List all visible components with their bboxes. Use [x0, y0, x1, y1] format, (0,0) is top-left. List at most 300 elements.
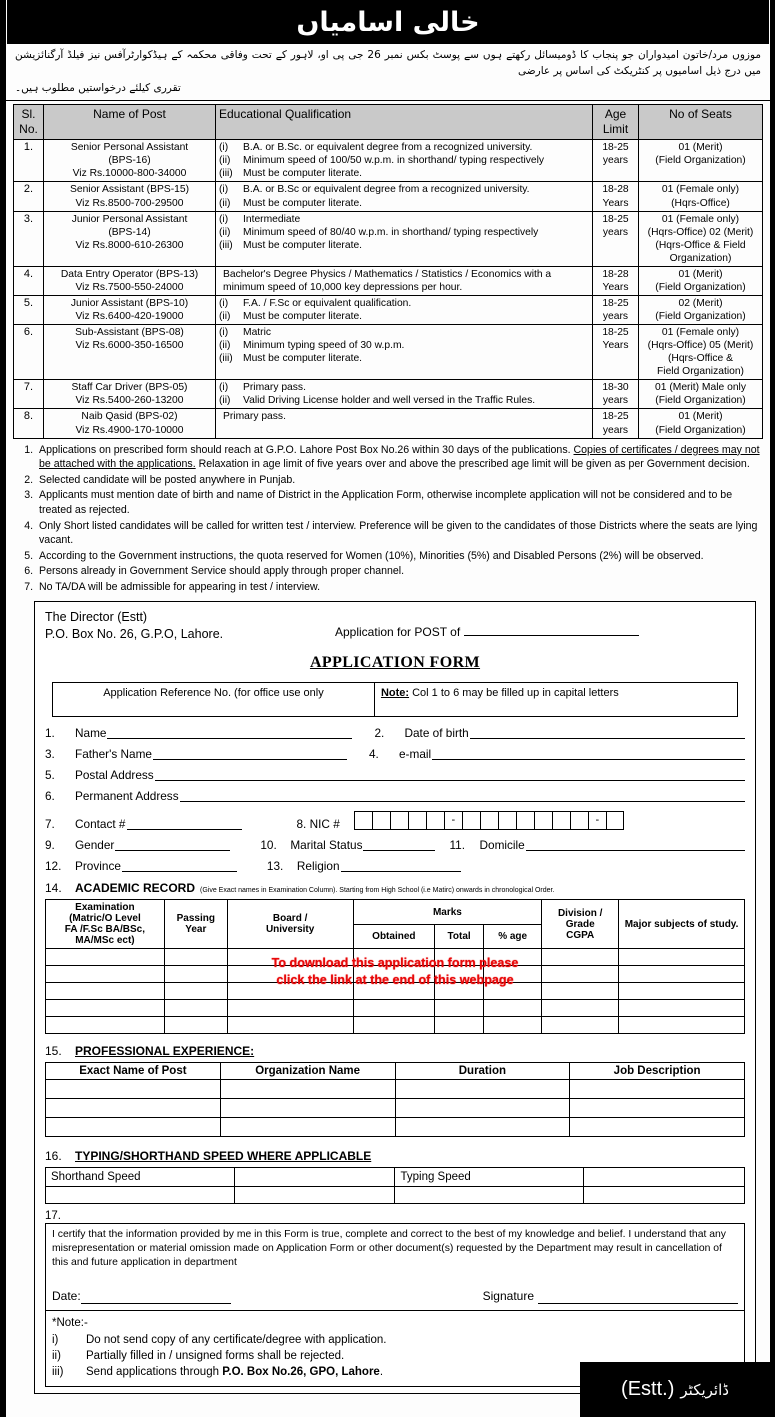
seats-line: (Field Organization) — [655, 281, 746, 293]
field-label-dob: Date of birth — [404, 725, 469, 740]
field-label-religion: Religion — [296, 858, 340, 873]
qualification-text: Bachelor's Degree Physics / Mathematics / Statistics / Economics with a — [223, 268, 552, 280]
academic-record-wrapper — [45, 899, 745, 1034]
experience-title: PROFESSIONAL EXPERIENCE: — [75, 1044, 255, 1059]
qualification-item — [219, 268, 589, 281]
speed-label-row — [46, 1168, 745, 1187]
academic-blank-cell[interactable] — [435, 1000, 484, 1017]
seats-line: 01 (Merit) — [678, 268, 723, 280]
cell-qualification — [216, 140, 593, 182]
cell-seats — [639, 409, 763, 438]
academic-blank-cell[interactable] — [542, 966, 619, 983]
date-input[interactable] — [81, 1292, 231, 1304]
marital-status-input[interactable] — [363, 839, 435, 851]
academic-blank-cell[interactable] — [164, 1017, 227, 1034]
instruction-item: 4. Only Short listed candidates will be called for written test / interview. Preference will be given to the candidates of those Districts where the seats are lying vacant. — [36, 519, 760, 548]
academic-col-board — [227, 900, 353, 949]
academic-blank-cell[interactable] — [435, 1017, 484, 1034]
cell-seats — [639, 295, 763, 324]
cell-qualification — [216, 409, 593, 438]
serial-line-2: No. — [19, 122, 38, 137]
qualification-text: Primary pass. — [243, 382, 306, 394]
academic-blank-cell[interactable] — [227, 966, 353, 983]
academic-blank-cell[interactable] — [46, 983, 165, 1000]
instruction-item: 3. Applicants must mention date of birth and name of District in the Application Form, otherwise incomplete application will not be considered and to be treated as rejected. — [36, 488, 760, 517]
academic-blank-cell[interactable] — [484, 966, 542, 983]
speed-blank-cell[interactable] — [46, 1187, 235, 1204]
signature-input[interactable] — [538, 1292, 738, 1304]
download-note-line-2: click the link at the end of this webpage — [276, 973, 514, 988]
column-header-qualification: Educational Qualification — [216, 104, 593, 139]
seats-line: (Field Organization) — [655, 395, 746, 407]
field-row-name-dob — [45, 727, 745, 739]
academic-blank-cell[interactable] — [619, 1017, 745, 1034]
cell-seats — [639, 211, 763, 266]
date-signature-row — [52, 1288, 738, 1304]
cell-qualification — [216, 295, 593, 324]
qualification-marker: (i) — [219, 213, 229, 225]
qualification-item — [219, 326, 589, 339]
intro-line-1: موزوں مرد/خاتون امیدواران جو پنجاب کا ڈومیسائل رکھتے ہوں سے پوسٹ بکس نمبر 26 جی پی او، لاہور کے تحت وفاقی محکمہ کے ہیڈکوارٹرآفس نیز فیلڈ آرگنائزیشن میں درج ذیل اسامیوں پر کنٹریکٹ کی اساس پر عارضی — [15, 49, 762, 78]
instruction-item: 2. Selected candidate will be posted anywhere in Punjab. — [36, 473, 760, 488]
academic-blank-cell[interactable] — [353, 949, 435, 966]
qualification-item — [219, 154, 589, 167]
age-line-2: Limit — [602, 122, 629, 137]
post-applied-for-input[interactable] — [464, 624, 639, 636]
post-name-line: Staff Car Driver (BPS-05) — [71, 382, 188, 394]
qualification-marker: (ii) — [219, 155, 231, 167]
fathers-name-input[interactable] — [153, 748, 347, 760]
qualification-text: F.A. / F.Sc or equivalent qualification. — [243, 297, 412, 309]
nic-digit-cell[interactable] — [552, 811, 570, 830]
academic-blank-cell[interactable] — [227, 949, 353, 966]
column-header-age — [593, 104, 639, 139]
note-label: Note: — [380, 687, 410, 700]
experience-blank-cell[interactable] — [220, 1099, 395, 1118]
application-reference-label: Application Reference No. (for office use only — [103, 687, 324, 700]
email-input[interactable] — [432, 748, 745, 760]
academic-record-heading — [45, 881, 745, 895]
field-label-postal-address: Postal Address — [75, 767, 154, 782]
field-number-2: 2. — [374, 725, 385, 740]
age-line: 18-28 — [602, 184, 629, 196]
nic-digit-cell[interactable] — [570, 811, 588, 830]
gender-input[interactable] — [115, 839, 230, 851]
academic-blank-cell[interactable] — [164, 1000, 227, 1017]
field-number-9: 9. — [45, 837, 55, 852]
contact-input[interactable] — [127, 818, 242, 830]
age-line: years — [602, 424, 629, 436]
academic-blank-cell[interactable] — [353, 966, 435, 983]
post-name-line: Viz Rs.7500-550-24000 — [75, 281, 184, 293]
field-row-contact-nic — [45, 811, 745, 830]
academic-blank-cell[interactable] — [542, 1017, 619, 1034]
nic-digit-cell[interactable] — [534, 811, 552, 830]
academic-blank-cell[interactable] — [46, 949, 165, 966]
exam-line-3: FA /F.Sc BA/BSc, — [64, 924, 146, 936]
qualification-text: Minimum typing speed of 30 w.p.m. — [243, 340, 405, 352]
speed-table — [45, 1167, 745, 1204]
nic-digit-cell[interactable] — [390, 811, 408, 830]
field-label-fathers-name: Father's Name — [75, 746, 152, 761]
instruction-item: 7. No TA/DA will be admissible for appearing in test / interview. — [36, 580, 760, 595]
age-line: 18-30 — [602, 382, 629, 394]
province-input[interactable] — [122, 860, 237, 872]
cell-qualification — [216, 380, 593, 409]
qualification-marker: (iii) — [219, 168, 233, 180]
cell-post-name — [44, 266, 216, 295]
seats-line: Field Organization) — [657, 366, 744, 378]
speed-title: TYPING/SHORTHAND SPEED WHERE APPLICABLE — [75, 1149, 372, 1164]
qualification-item — [219, 352, 589, 365]
table-row — [14, 295, 763, 324]
cell-serial: 7. — [14, 380, 44, 409]
qualification-marker: (ii) — [219, 197, 231, 209]
academic-col-division — [542, 900, 619, 949]
field-number-10: 10. — [260, 837, 277, 852]
nic-digit-cell[interactable] — [480, 811, 498, 830]
director-address-line-1: The Director (Estt) — [45, 609, 148, 624]
academic-blank-cell[interactable] — [484, 949, 542, 966]
qualification-marker: (i) — [219, 142, 229, 154]
experience-blank-cell[interactable] — [395, 1118, 570, 1137]
academic-blank-cell[interactable] — [353, 983, 435, 1000]
footer-note-text: Send applications through P.O. Box No.26, GPO, Lahore. — [86, 1366, 384, 1379]
speed-blank-cell[interactable] — [395, 1187, 584, 1204]
qualification-text: Primary pass. — [223, 411, 286, 423]
table-row — [14, 140, 763, 182]
qualification-marker: (ii) — [219, 395, 231, 407]
footer-note-text: Partially filled in / unsigned forms shall be rejected. — [86, 1349, 345, 1362]
seats-line: (Field Organization) — [655, 424, 746, 436]
academic-blank-cell[interactable] — [164, 966, 227, 983]
exam-line-4: MA/MSc ect) — [75, 935, 135, 947]
seats-line: (Field Organization) — [655, 311, 746, 323]
academic-blank-cell[interactable] — [435, 966, 484, 983]
experience-column-header: Exact Name of Post — [46, 1063, 221, 1080]
field-row-province-religion — [45, 860, 745, 872]
qualification-marker: (ii) — [219, 226, 231, 238]
experience-number: 15. — [45, 1044, 62, 1059]
field-number-13: 13. — [266, 858, 284, 873]
field-number-7: 7. — [45, 816, 55, 831]
academic-blank-cell[interactable] — [227, 983, 353, 1000]
nic-digit-cell[interactable] — [372, 811, 390, 830]
cell-serial: 6. — [14, 325, 44, 380]
field-label-marital-status: Marital Status — [290, 837, 363, 852]
speed-blank-cell[interactable] — [234, 1187, 395, 1204]
download-note-line-1: To download this application form please — [271, 956, 519, 971]
note-cell — [374, 683, 737, 717]
qualification-text: Valid Driving License holder and well versed in the Traffic Rules. — [243, 395, 536, 407]
experience-blank-cell[interactable] — [46, 1099, 221, 1118]
post-name-line: (BPS-14) — [108, 226, 151, 238]
application-reference-cell[interactable] — [53, 683, 375, 717]
academic-col-passing-year — [164, 900, 227, 949]
post-name-line: Viz Rs.5400-260-13200 — [75, 395, 184, 407]
board-line-1: Board / — [272, 913, 308, 925]
academic-blank-cell[interactable] — [164, 983, 227, 1000]
qualification-text: Minimum speed of 80/40 w.p.m. in shorthand/ typing respectively — [243, 226, 539, 238]
qualification-item — [219, 381, 589, 394]
academic-blank-cell[interactable] — [46, 966, 165, 983]
experience-blank-row — [46, 1118, 745, 1137]
field-number-3: 3. — [45, 746, 55, 761]
reference-note-row — [53, 683, 738, 717]
academic-blank-cell[interactable] — [542, 983, 619, 1000]
nic-digit-cell[interactable] — [426, 811, 444, 830]
cell-post-name — [44, 380, 216, 409]
name-input[interactable] — [107, 727, 352, 739]
typing-speed-input[interactable] — [584, 1168, 745, 1187]
age-line: Years — [602, 340, 629, 352]
instruction-item: 1. Applications on prescribed form should reach at G.P.O. Lahore Post Box No.26 within 30 days of the publications. Copies of certificates / degrees may not be attached with the applications. Relaxation in age limit of five years over and above the prescribed age limit will be given as per Government decision. — [36, 443, 760, 472]
experience-blank-cell[interactable] — [395, 1080, 570, 1099]
post-name-line: Viz Rs.4900-170-10000 — [75, 424, 184, 436]
qualification-marker: (ii) — [219, 311, 231, 323]
experience-body — [46, 1080, 745, 1137]
seats-line: (Hqrs-Office) 05 (Merit) — [647, 340, 754, 352]
qualification-item — [219, 410, 589, 423]
academic-blank-cell[interactable] — [619, 983, 745, 1000]
cell-age-limit — [593, 325, 639, 380]
experience-column-header: Duration — [395, 1063, 570, 1080]
nic-digit-cell[interactable] — [516, 811, 534, 830]
academic-blank-cell[interactable] — [542, 1000, 619, 1017]
seats-line: 01 (Merit) Male only — [655, 382, 746, 394]
field-row-father-email — [45, 748, 745, 760]
seats-line: 01 (Female only) — [661, 184, 740, 196]
post-name-line: Viz Rs.10000-800-34000 — [72, 168, 187, 180]
nic-digit-cell[interactable] — [498, 811, 516, 830]
qualification-item — [219, 339, 589, 352]
qualification-text: minimum speed of 10,000 key depressions per hour. — [223, 281, 463, 293]
academic-blank-row — [46, 966, 745, 983]
experience-column-header: Organization Name — [220, 1063, 395, 1080]
post-applied-for-label: Application for POST of — [335, 624, 461, 639]
table-row — [14, 211, 763, 266]
experience-blank-cell[interactable] — [46, 1118, 221, 1137]
academic-blank-cell[interactable] — [227, 1000, 353, 1017]
academic-blank-cell[interactable] — [46, 1017, 165, 1034]
age-line: years — [602, 226, 629, 238]
cell-age-limit — [593, 380, 639, 409]
intro-line-2: تقرری کیلئے درخواستیں مطلوب ہیں۔ — [15, 81, 181, 94]
qualification-text: Must be computer literate. — [243, 168, 363, 180]
seats-line: (Hqrs-Office) — [671, 197, 730, 209]
age-line: 18-25 — [602, 297, 629, 309]
cell-post-name — [44, 140, 216, 182]
application-form-heading: APPLICATION FORM — [309, 654, 481, 672]
field-label-permanent-address: Permanent Address — [75, 788, 179, 803]
vacancies-table-body — [14, 140, 763, 438]
field-row-postal-address — [45, 769, 745, 781]
academic-blank-cell[interactable] — [484, 1017, 542, 1034]
academic-blank-cell[interactable] — [227, 1017, 353, 1034]
qualification-item — [219, 167, 589, 180]
qualification-item — [219, 297, 589, 310]
certification-number: 17. — [45, 1210, 61, 1223]
cell-post-name — [44, 325, 216, 380]
post-name-line: (BPS-16) — [108, 155, 151, 167]
experience-column-header: Job Description — [570, 1063, 745, 1080]
experience-blank-cell[interactable] — [570, 1118, 745, 1137]
age-line: years — [602, 311, 629, 323]
table-row — [14, 325, 763, 380]
qualification-item — [219, 239, 589, 252]
cell-serial: 3. — [14, 211, 44, 266]
qualification-text: Minimum speed of 100/50 w.p.m. in shorthand/ typing respectively — [243, 155, 545, 167]
post-name-line: Viz Rs.8000-610-26300 — [75, 239, 184, 251]
post-name-line: Junior Personal Assistant — [71, 213, 188, 225]
field-label-name: Name — [75, 725, 107, 740]
cell-seats — [639, 182, 763, 211]
post-name-line: Senior Personal Assistant — [70, 142, 189, 154]
seats-line: (Hqrs-Office & — [667, 353, 734, 365]
seats-line: (Hqrs-Office) 02 (Merit) — [647, 226, 754, 238]
table-row — [14, 266, 763, 295]
application-form-box — [34, 601, 756, 1394]
experience-blank-cell[interactable] — [220, 1080, 395, 1099]
field-label-nic: 8. NIC # — [296, 816, 340, 831]
column-header-post: Name of Post — [44, 104, 216, 139]
division-line-1: Division / — [557, 907, 603, 919]
academic-record-title: ACADEMIC RECORD — [75, 881, 195, 896]
page-title: خالی اسامیاں — [296, 6, 480, 38]
qualification-item — [219, 197, 589, 210]
cell-qualification — [216, 211, 593, 266]
experience-blank-cell[interactable] — [46, 1080, 221, 1099]
reference-note-table — [52, 682, 738, 717]
post-name-line: Sub-Assistant (BPS-08) — [75, 327, 184, 339]
academic-blank-cell[interactable] — [435, 949, 484, 966]
qualification-item — [219, 213, 589, 226]
cell-seats — [639, 266, 763, 295]
experience-blank-cell[interactable] — [570, 1080, 745, 1099]
cell-post-name — [44, 295, 216, 324]
academic-blank-cell[interactable] — [46, 1000, 165, 1017]
qualification-text: Must be computer literate. — [243, 311, 363, 323]
age-line: 18-25 — [602, 213, 629, 225]
experience-header-row — [46, 1063, 745, 1080]
academic-col-examination — [46, 900, 165, 949]
cell-post-name — [44, 211, 216, 266]
academic-blank-cell[interactable] — [619, 949, 745, 966]
academic-blank-row — [46, 949, 745, 966]
religion-input[interactable] — [341, 860, 461, 872]
cell-serial: 5. — [14, 295, 44, 324]
post-applied-for-row — [335, 624, 639, 639]
permanent-address-input[interactable] — [180, 790, 745, 802]
academic-blank-cell[interactable] — [484, 1000, 542, 1017]
dob-input[interactable] — [470, 727, 745, 739]
footer-note-text: Do not send copy of any certificate/degree with application. — [86, 1333, 387, 1346]
age-line: 18-25 — [602, 142, 629, 154]
post-name-line: Viz Rs.8500-700-29500 — [75, 197, 184, 209]
qualification-text: Must be computer literate. — [243, 353, 363, 365]
shorthand-speed-input[interactable] — [234, 1168, 395, 1187]
qualification-marker: (ii) — [219, 340, 231, 352]
serial-line-1: Sl. — [21, 106, 36, 121]
field-label-email: e-mail — [399, 746, 432, 761]
academic-blank-cell[interactable] — [542, 949, 619, 966]
academic-blank-cell[interactable] — [164, 949, 227, 966]
age-line-1: Age — [604, 106, 627, 121]
academic-blank-row — [46, 1017, 745, 1034]
qualification-item — [219, 394, 589, 407]
page-title-banner — [7, 0, 769, 44]
field-row-gender-marital-domicile — [45, 839, 745, 851]
date-label: Date: — [52, 1289, 81, 1304]
experience-blank-cell[interactable] — [570, 1099, 745, 1118]
experience-table — [45, 1062, 745, 1137]
academic-col-total: Total — [435, 924, 484, 949]
age-line: 18-25 — [602, 411, 629, 423]
academic-record-body — [46, 949, 745, 1034]
column-header-serial — [14, 104, 44, 139]
passing-line-2: Year — [185, 924, 207, 936]
nic-dash-cell: - — [588, 811, 606, 830]
experience-blank-cell[interactable] — [395, 1099, 570, 1118]
experience-blank-row — [46, 1080, 745, 1099]
signature-label: Signature — [482, 1289, 534, 1304]
nic-input-boxes[interactable] — [354, 811, 624, 830]
domicile-input[interactable] — [526, 839, 745, 851]
age-line: years — [602, 395, 629, 407]
qualification-marker: (iii) — [219, 239, 233, 251]
academic-blank-cell[interactable] — [353, 1017, 435, 1034]
speed-heading — [45, 1149, 745, 1163]
speed-blank-cell[interactable] — [584, 1187, 745, 1204]
nic-dash-cell: - — [444, 811, 462, 830]
academic-blank-cell[interactable] — [353, 1000, 435, 1017]
cell-seats — [639, 325, 763, 380]
experience-blank-cell[interactable] — [220, 1118, 395, 1137]
age-line: 18-25 — [602, 327, 629, 339]
academic-blank-cell[interactable] — [619, 1000, 745, 1017]
nic-digit-cell[interactable] — [408, 811, 426, 830]
academic-blank-cell[interactable] — [435, 983, 484, 1000]
academic-blank-cell[interactable] — [619, 966, 745, 983]
field-label-domicile: Domicile — [479, 837, 525, 852]
academic-blank-cell[interactable] — [484, 983, 542, 1000]
seats-line: 01 (Female only) — [661, 213, 740, 225]
cell-seats — [639, 380, 763, 409]
seats-line: 02 (Merit) — [678, 297, 723, 309]
cell-serial: 1. — [14, 140, 44, 182]
vacancies-table — [13, 104, 763, 439]
cell-serial: 4. — [14, 266, 44, 295]
academic-col-major-subjects: Major subjects of study. — [619, 900, 745, 949]
nic-digit-cell[interactable] — [354, 811, 372, 830]
academic-record-number: 14. — [45, 881, 62, 896]
postal-address-input[interactable] — [155, 769, 745, 781]
certification-text: I certify that the information provided by me in this Form is true, complete and correct to the best of my knowledge and belief. I understand that any misrepresentation or material omission made on Application Form or other document(s) requested by the Department may result in cancellation of this and future application in department — [52, 1229, 727, 1269]
footer-note-item — [52, 1332, 738, 1348]
cell-age-limit — [593, 266, 639, 295]
cell-age-limit — [593, 211, 639, 266]
experience-blank-row — [46, 1099, 745, 1118]
nic-digit-cell[interactable] — [462, 811, 480, 830]
seats-line: 01 (Female only) — [661, 327, 740, 339]
qualification-text: B.A. or B.Sc. or equivalent degree from a recognized university. — [243, 142, 533, 154]
nic-digit-cell[interactable] — [606, 811, 624, 830]
table-row — [14, 380, 763, 409]
academic-blank-row — [46, 983, 745, 1000]
field-label-province: Province — [75, 858, 121, 873]
instruction-item: 5. According to the Government instructions, the quota reserved for Women (10%), Minorities (5%) and Disabled Persons (2%) will be observed. — [36, 549, 760, 564]
director-stamp-urdu: ڈائریکٹر — [680, 1380, 729, 1399]
